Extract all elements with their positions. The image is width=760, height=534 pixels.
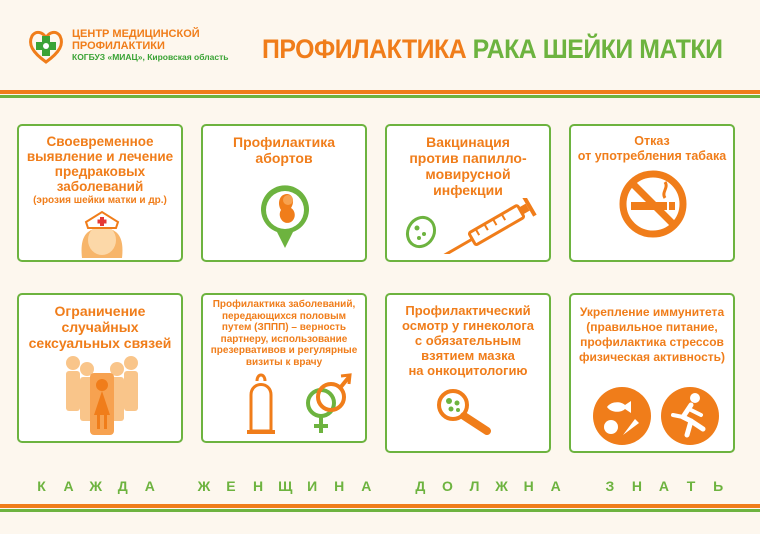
card-4-line-1: Отказ [634, 134, 670, 148]
card-abortion-prevention [201, 124, 367, 262]
card-6-line-3: путем (ЗППП) – верность [221, 322, 347, 333]
slogan-letter: Н [523, 478, 534, 494]
card-3-line-1: Вакцинация [426, 134, 510, 150]
card-8-line-1: Укрепление иммунитета [579, 305, 725, 319]
slogan-letter: А [658, 478, 670, 494]
card-5-line-1: Ограничение [54, 303, 146, 319]
crowd-woman-icon [63, 353, 141, 439]
slogan-space [386, 478, 400, 498]
card-no-smoking [569, 124, 735, 262]
card-std-prevention [201, 293, 367, 443]
card-1-line-1: Своевременное [46, 134, 154, 149]
card-4-line-2: от употребления табака [577, 149, 727, 163]
slogan-letter: Щ [278, 478, 293, 494]
slogan-letter: Ь [713, 478, 724, 494]
slogan-letter: А [144, 478, 155, 494]
slogan-letter: Н [631, 478, 642, 494]
title-part-1: ПРОФИЛАКТИКА [262, 34, 467, 64]
nurse-icon [74, 210, 130, 258]
card-7-line-3: с обязательным [414, 333, 522, 348]
org-line-2: ПРОФИЛАКТИКИ [72, 40, 165, 52]
syringe-virus-icon [397, 198, 547, 254]
slogan-letter: Т [686, 478, 696, 494]
slogan-letter: Ж [495, 478, 508, 494]
card-7-line-5: на онкоцитологию [408, 363, 528, 378]
no-smoking-icon [617, 168, 689, 240]
slogan-letter: О [442, 478, 453, 494]
slogan-letter: К [37, 478, 46, 494]
slogan-letter: Ж [197, 478, 211, 494]
card-6-line-1: Профилактика заболеваний, [212, 299, 356, 310]
slogan-letter: А [550, 478, 561, 494]
card-5-line-2: случайных [61, 319, 139, 335]
card-early-detection [17, 124, 183, 262]
org-line-3: КОГБУЗ «МИАЦ», Кировская область [72, 52, 229, 62]
card-2-line-2: абортов [255, 150, 313, 166]
card-7-line-4: взятием мазка [421, 348, 515, 363]
card-gynecologist-exam [385, 293, 551, 453]
slogan-letter: Н [252, 478, 264, 494]
card-6-line-4: партнеру, использование [220, 333, 348, 345]
organization-name [72, 28, 229, 63]
header [0, 0, 760, 90]
slogan-space [576, 478, 590, 498]
slogan-letter: А [63, 478, 74, 494]
condom-gender-icon [243, 371, 353, 439]
slogan-letter: Л [469, 478, 480, 494]
card-8-line-4: физическая активность) [578, 350, 726, 364]
footer-slogan [0, 478, 760, 498]
card-3-line-4: инфекции [433, 182, 503, 198]
card-7-line-2: осмотр у гинеколога [402, 318, 534, 333]
card-1-line-3: предраковых [54, 164, 146, 179]
medical-center-logo-icon [26, 26, 66, 66]
card-strengthen-immunity [569, 293, 735, 453]
card-6-line-2: передающихся половым [221, 310, 347, 322]
slogan-letter: Н [334, 478, 345, 494]
card-hpv-vaccination [385, 124, 551, 262]
slogan-letter: Д [117, 478, 128, 494]
slogan-letter: Ж [89, 478, 102, 494]
card-1-note: (эрозия шейки матки и др.) [33, 195, 167, 206]
slogan-letter: Е [226, 478, 236, 494]
page-title [262, 34, 723, 65]
title-part-2: РАКА ШЕЙКИ МАТКИ [472, 34, 723, 64]
slogan-letter: И [307, 478, 318, 494]
card-3-line-3: мовирусной [425, 166, 511, 182]
card-2-line-1: Профилактика [233, 134, 335, 150]
card-limit-casual-relations [17, 293, 183, 443]
org-line-1: ЦЕНТР МЕДИЦИНСКОЙ [72, 28, 200, 40]
card-5-line-3: сексуальных связей [28, 335, 172, 351]
card-7-line-1: Профилактический [405, 303, 531, 318]
card-8-line-2: (правильное питание, [586, 320, 718, 334]
slogan-letter: А [361, 478, 372, 494]
food-running-icon [591, 385, 721, 447]
footer-stripe-green [0, 509, 760, 512]
card-8-line-3: профилактика стрессов [580, 335, 724, 349]
header-stripe-orange [0, 90, 760, 94]
slogan-letter: З [605, 478, 615, 494]
footer-stripe-orange [0, 504, 760, 508]
card-6-line-6: визиты к врачу [245, 356, 323, 368]
card-1-line-4: заболеваний [56, 179, 144, 194]
magnifier-cells-icon [435, 387, 499, 435]
card-6-line-5: презервативов и регулярные [210, 345, 358, 356]
slogan-letter: Д [415, 478, 426, 494]
slogan-space [170, 478, 184, 498]
fetus-pin-icon [257, 178, 313, 250]
card-3-line-2: против папилло- [409, 150, 527, 166]
header-stripe-green [0, 95, 760, 98]
card-1-line-2: выявление и лечение [26, 149, 174, 164]
